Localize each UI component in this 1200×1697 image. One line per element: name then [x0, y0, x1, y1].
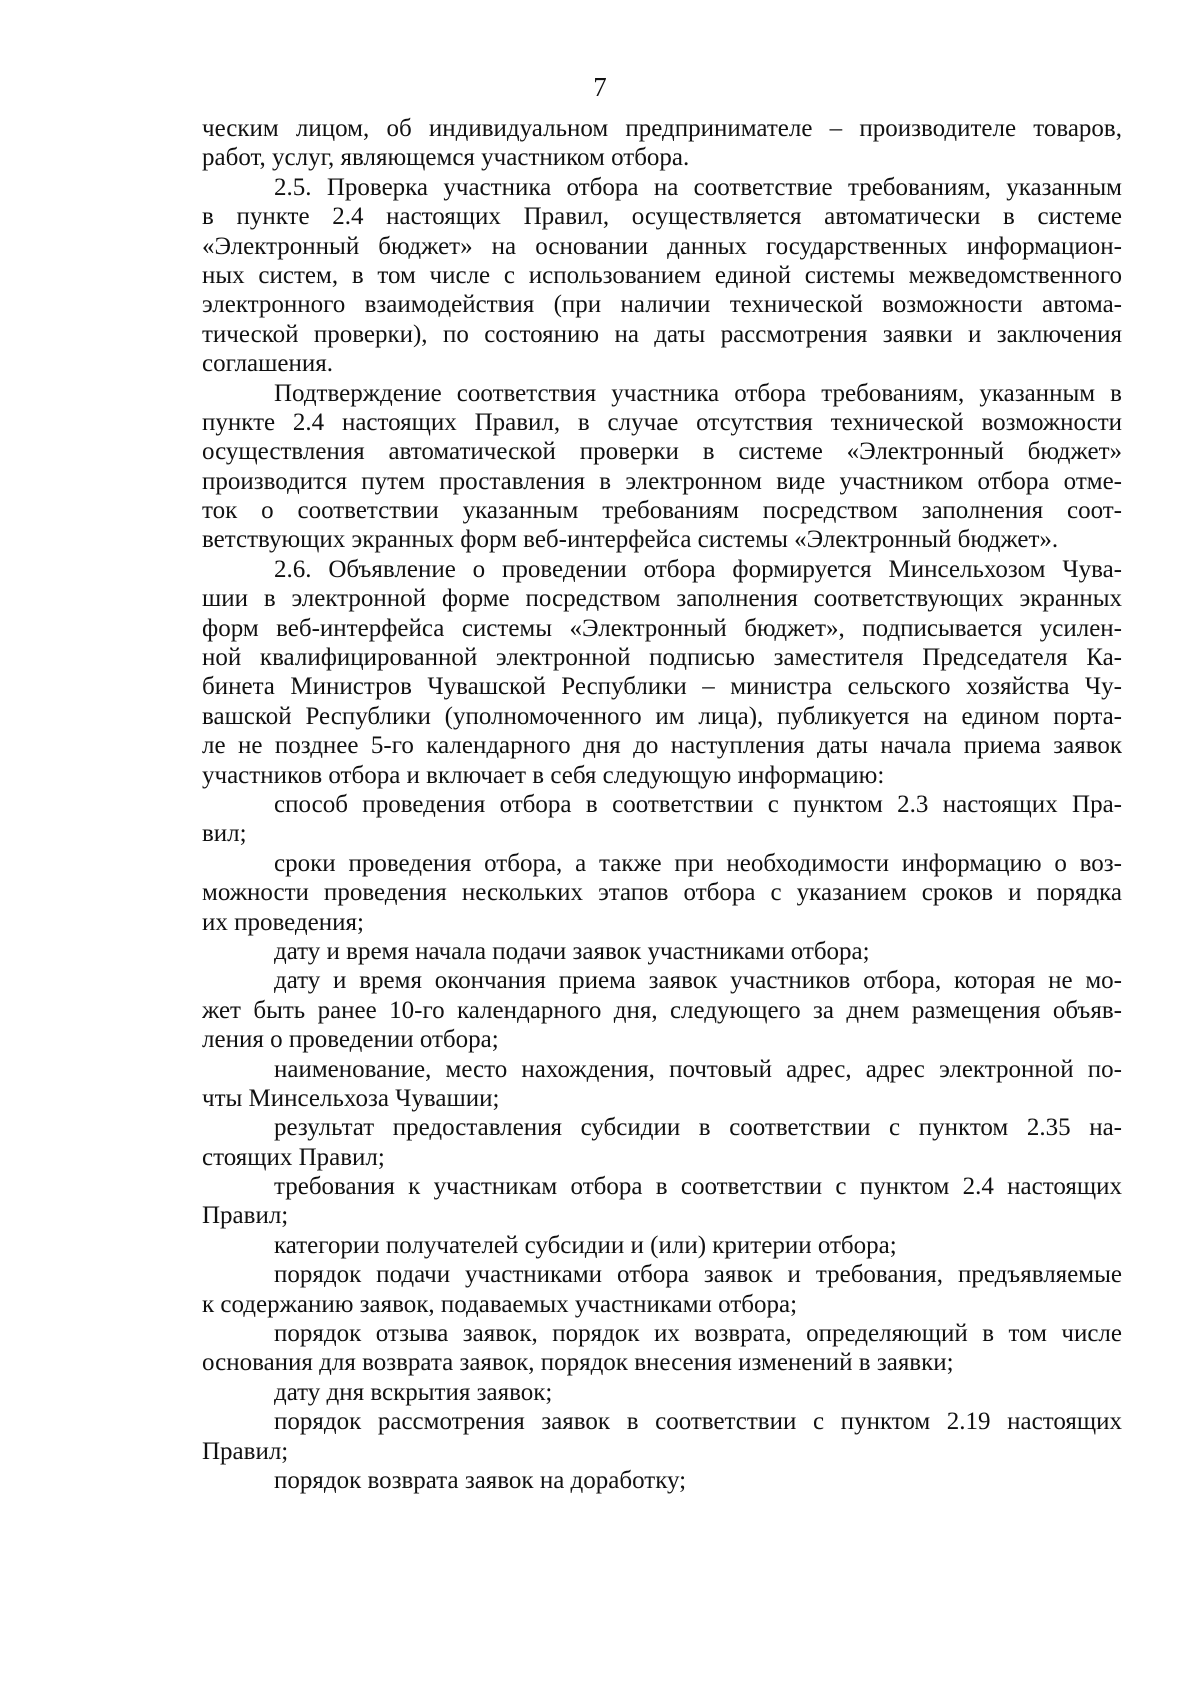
text-line: ле не позднее 5-го календарного дня до наступления даты начала приема заявок: [202, 732, 1122, 760]
text-line: вашской Республики (уполномоченного им лица), публикуется на едином порта-: [202, 702, 1122, 730]
document-body: [202, 114, 1122, 1495]
text-line: ной квалифицированной электронной подписью заместителя Председателя Ка-: [202, 644, 1122, 672]
paragraph: [202, 555, 1122, 790]
text-line: чты Минсельхоза Чувашии;: [202, 1084, 500, 1112]
paragraph: [202, 114, 1122, 173]
text-line: вил;: [202, 820, 247, 848]
text-line: порядок рассмотрения заявок в соответствии с пунктом 2.19 настоящих: [274, 1408, 1122, 1436]
text-line: порядок отзыва заявок, порядок их возврата, определяющий в том числе: [274, 1320, 1122, 1348]
text-line: их проведения;: [202, 908, 364, 936]
text-line: порядок подачи участниками отбора заявок и требования, предъявляемые: [274, 1261, 1122, 1289]
text-line: ветствующих экранных форм веб-интерфейса системы «Электронный бюджет».: [202, 526, 1059, 554]
text-line: работ, услуг, являющемся участником отбора.: [202, 144, 690, 172]
text-line: ческим лицом, об индивидуальном предпринимателе – производителе товаров,: [202, 115, 1122, 142]
paragraph: [202, 966, 1122, 1054]
text-line: дату и время окончания приема заявок участников отбора, которая не мо-: [274, 967, 1122, 995]
paragraph: [202, 1113, 1122, 1172]
paragraph: [202, 1378, 1122, 1407]
text-line: электронного взаимодействия (при наличии технической возможности автома-: [202, 291, 1122, 319]
paragraph: [202, 1407, 1122, 1466]
paragraph: [202, 849, 1122, 937]
text-line: требования к участникам отбора в соответствии с пунктом 2.4 настоящих: [274, 1173, 1122, 1201]
text-line: Правил;: [202, 1437, 289, 1465]
paragraph: [202, 1319, 1122, 1378]
text-line: бинета Министров Чувашской Республики – министра сельского хозяйства Чу-: [202, 673, 1122, 701]
paragraph: [202, 1466, 1122, 1495]
text-line: пункте 2.4 настоящих Правил, в случае отсутствия технической возможности: [202, 408, 1122, 436]
text-line: 2.6. Объявление о проведении отбора формируется Минсельхозом Чува-: [274, 555, 1122, 583]
text-line: дату дня вскрытия заявок;: [274, 1378, 553, 1406]
paragraph: [202, 173, 1122, 379]
paragraph: [202, 379, 1122, 555]
paragraph: [202, 1231, 1122, 1260]
text-line: соглашения.: [202, 350, 334, 378]
text-line: ления о проведении отбора;: [202, 1026, 499, 1054]
text-line: ных систем, в том числе с использованием единой системы межведомственного: [202, 261, 1122, 289]
text-line: к содержанию заявок, подаваемых участниками отбора;: [202, 1290, 798, 1318]
text-line: способ проведения отбора в соответствии с пунктом 2.3 настоящих Пра-: [274, 790, 1122, 818]
text-line: дату и время начала подачи заявок участниками отбора;: [274, 937, 870, 965]
text-line: шии в электронной форме посредством заполнения соответствующих экранных: [202, 585, 1122, 613]
text-line: результат предоставления субсидии в соответствии с пунктом 2.35 на-: [274, 1114, 1122, 1142]
paragraph: [202, 937, 1122, 966]
text-line: производится путем проставления в электронном виде участником отбора отме-: [202, 467, 1122, 495]
text-line: Правил;: [202, 1202, 289, 1230]
text-line: участников отбора и включает в себя следующую информацию:: [202, 761, 885, 789]
text-line: ток о соответствии указанным требованиям посредством заполнения соот-: [202, 497, 1122, 525]
paragraph: [202, 790, 1122, 849]
text-line: Подтверждение соответствия участника отбора требованиям, указанным в: [274, 379, 1122, 407]
text-line: сроки проведения отбора, а также при необходимости информацию о воз-: [274, 849, 1122, 877]
paragraph: [202, 1055, 1122, 1114]
page-number: 7: [593, 72, 607, 102]
text-line: жет быть ранее 10-го календарного дня, следующего за днем размещения объяв-: [202, 996, 1122, 1024]
text-line: можности проведения нескольких этапов отбора с указанием сроков и порядка: [202, 879, 1122, 907]
text-line: стоящих Правил;: [202, 1143, 385, 1171]
text-line: порядок возврата заявок на доработку;: [274, 1466, 687, 1494]
text-line: категории получателей субсидии и (или) критерии отбора;: [274, 1231, 897, 1259]
text-line: осуществления автоматической проверки в системе «Электронный бюджет»: [202, 438, 1122, 466]
text-line: форм веб-интерфейса системы «Электронный бюджет», подписывается усилен-: [202, 614, 1122, 642]
text-line: 2.5. Проверка участника отбора на соответствие требованиям, указанным: [274, 173, 1122, 201]
paragraph: [202, 1172, 1122, 1231]
text-line: основания для возврата заявок, порядок внесения изменений в заявки;: [202, 1349, 954, 1377]
text-line: в пункте 2.4 настоящих Правил, осуществляется автоматически в системе: [202, 203, 1122, 231]
text-line: тической проверки), по состоянию на даты рассмотрения заявки и заключения: [202, 320, 1122, 348]
paragraph: [202, 1260, 1122, 1319]
text-line: наименование, место нахождения, почтовый адрес, адрес электронной по-: [274, 1055, 1122, 1083]
text-line: «Электронный бюджет» на основании данных государственных информацион-: [202, 232, 1122, 260]
